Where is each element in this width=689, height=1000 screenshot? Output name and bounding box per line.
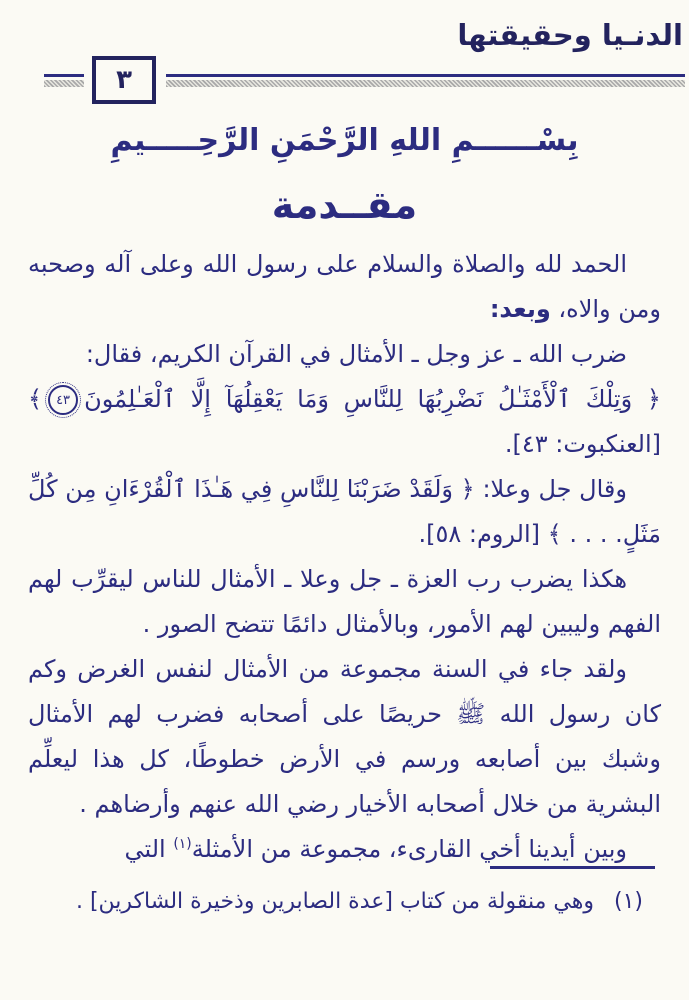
paragraph-text: وبين أيدينا أخي القارىء، مجموعة من الأمثلة (191, 835, 627, 863)
paragraph-text: هكذا يضرب رب العزة ـ جل وعلا ـ الأمثال للناس ليقرِّب لهم الفهم وليبين لهم الأمور، وبالأمثال دائمًا تتضح الصور . (28, 565, 661, 638)
footnote (28, 866, 661, 919)
footnote-divider (490, 866, 655, 869)
header-rule-left-segment (44, 74, 84, 87)
paragraph-quran-ankabut (28, 377, 661, 467)
rule-hatch-line (166, 80, 685, 87)
rule-solid-line (166, 74, 685, 77)
page-number-box (92, 56, 156, 104)
rule-solid-line (44, 74, 84, 77)
paragraph-hamd (28, 242, 661, 332)
section-title: مقــدمة (271, 183, 418, 227)
header-rule-main-segment (166, 74, 685, 87)
footnote-marker: (١) (613, 889, 643, 914)
paragraph-text: الحمد لله والصلاة والسلام على رسول الله وعلى آله وصحبه ومن والاه، (28, 250, 661, 323)
footnote-line (28, 885, 661, 919)
quran-verse-text: ﴿ وَتِلْكَ ٱلْأَمْثَـٰلُ نَضْرِبُهَا لِلنَّاسِ وَمَا يَعْقِلُهَآ إِلَّا ٱلْعَـٰلِمُونَ (84, 385, 661, 413)
salawat-ligature: ﷺ (456, 700, 486, 728)
rule-hatch-line (44, 80, 84, 87)
paragraph-text-bold: وبعد: (489, 295, 551, 323)
paragraph-text: حريصًا على أصحابه فضرب لهم الأمثال وشبك بين أصابعه ورسم في الأرض خطوطًا، كل هذا ليعلِّم البشرية من خلال أصحابه الأخيار رضي الله عنهم وأرضاهم . (28, 700, 661, 818)
basmala-calligraphy: بِسْــــــمِ اللهِ الرَّحْمَنِ الرَّحِـــــيمِ (110, 123, 579, 158)
quran-verse-text: ﴿ وَلَقَدْ ضَرَبْنَا لِلنَّاسِ فِي هَـٰذَا ٱلْقُرْءَانِ مِن كُلِّ مَثَلٍ. . . . ﴾ (28, 475, 661, 548)
paragraph-quran-rum (28, 467, 661, 557)
paragraph-intro-amthal (28, 332, 661, 377)
footnote-reference-marker: (١) (173, 836, 192, 852)
paragraph-text: وقال جل وعلا: (474, 475, 627, 503)
paragraph-hakatha (28, 557, 661, 647)
quran-closing-bracket: ﴾ (28, 385, 43, 413)
header-rule (0, 56, 689, 104)
paragraph-text: ولقد جاء في السنة مجموعة من الأمثال لنفس الغرض وكم كان رسول الله (28, 655, 661, 728)
verse-reference: [الروم: ٥٨]. (418, 520, 548, 548)
verse-reference: [العنكبوت: ٤٣]. (504, 430, 661, 458)
page-header (0, 0, 689, 106)
footnote-text: وهي منقولة من كتاب [عدة الصابرين وذخيرة الشاكرين] . (75, 889, 594, 914)
paragraph-text: ضرب الله ـ عز وجل ـ الأمثال في القرآن الكريم، فقال: (85, 340, 627, 368)
ayah-number-medallion: ٤٣ (48, 385, 78, 415)
paragraph-text: التي (124, 835, 174, 863)
body-text (28, 242, 661, 872)
paragraph-sunnah (28, 647, 661, 827)
page-number: ٣ (116, 65, 132, 95)
book-title: الدنـيا وحقيقتها (457, 18, 683, 52)
